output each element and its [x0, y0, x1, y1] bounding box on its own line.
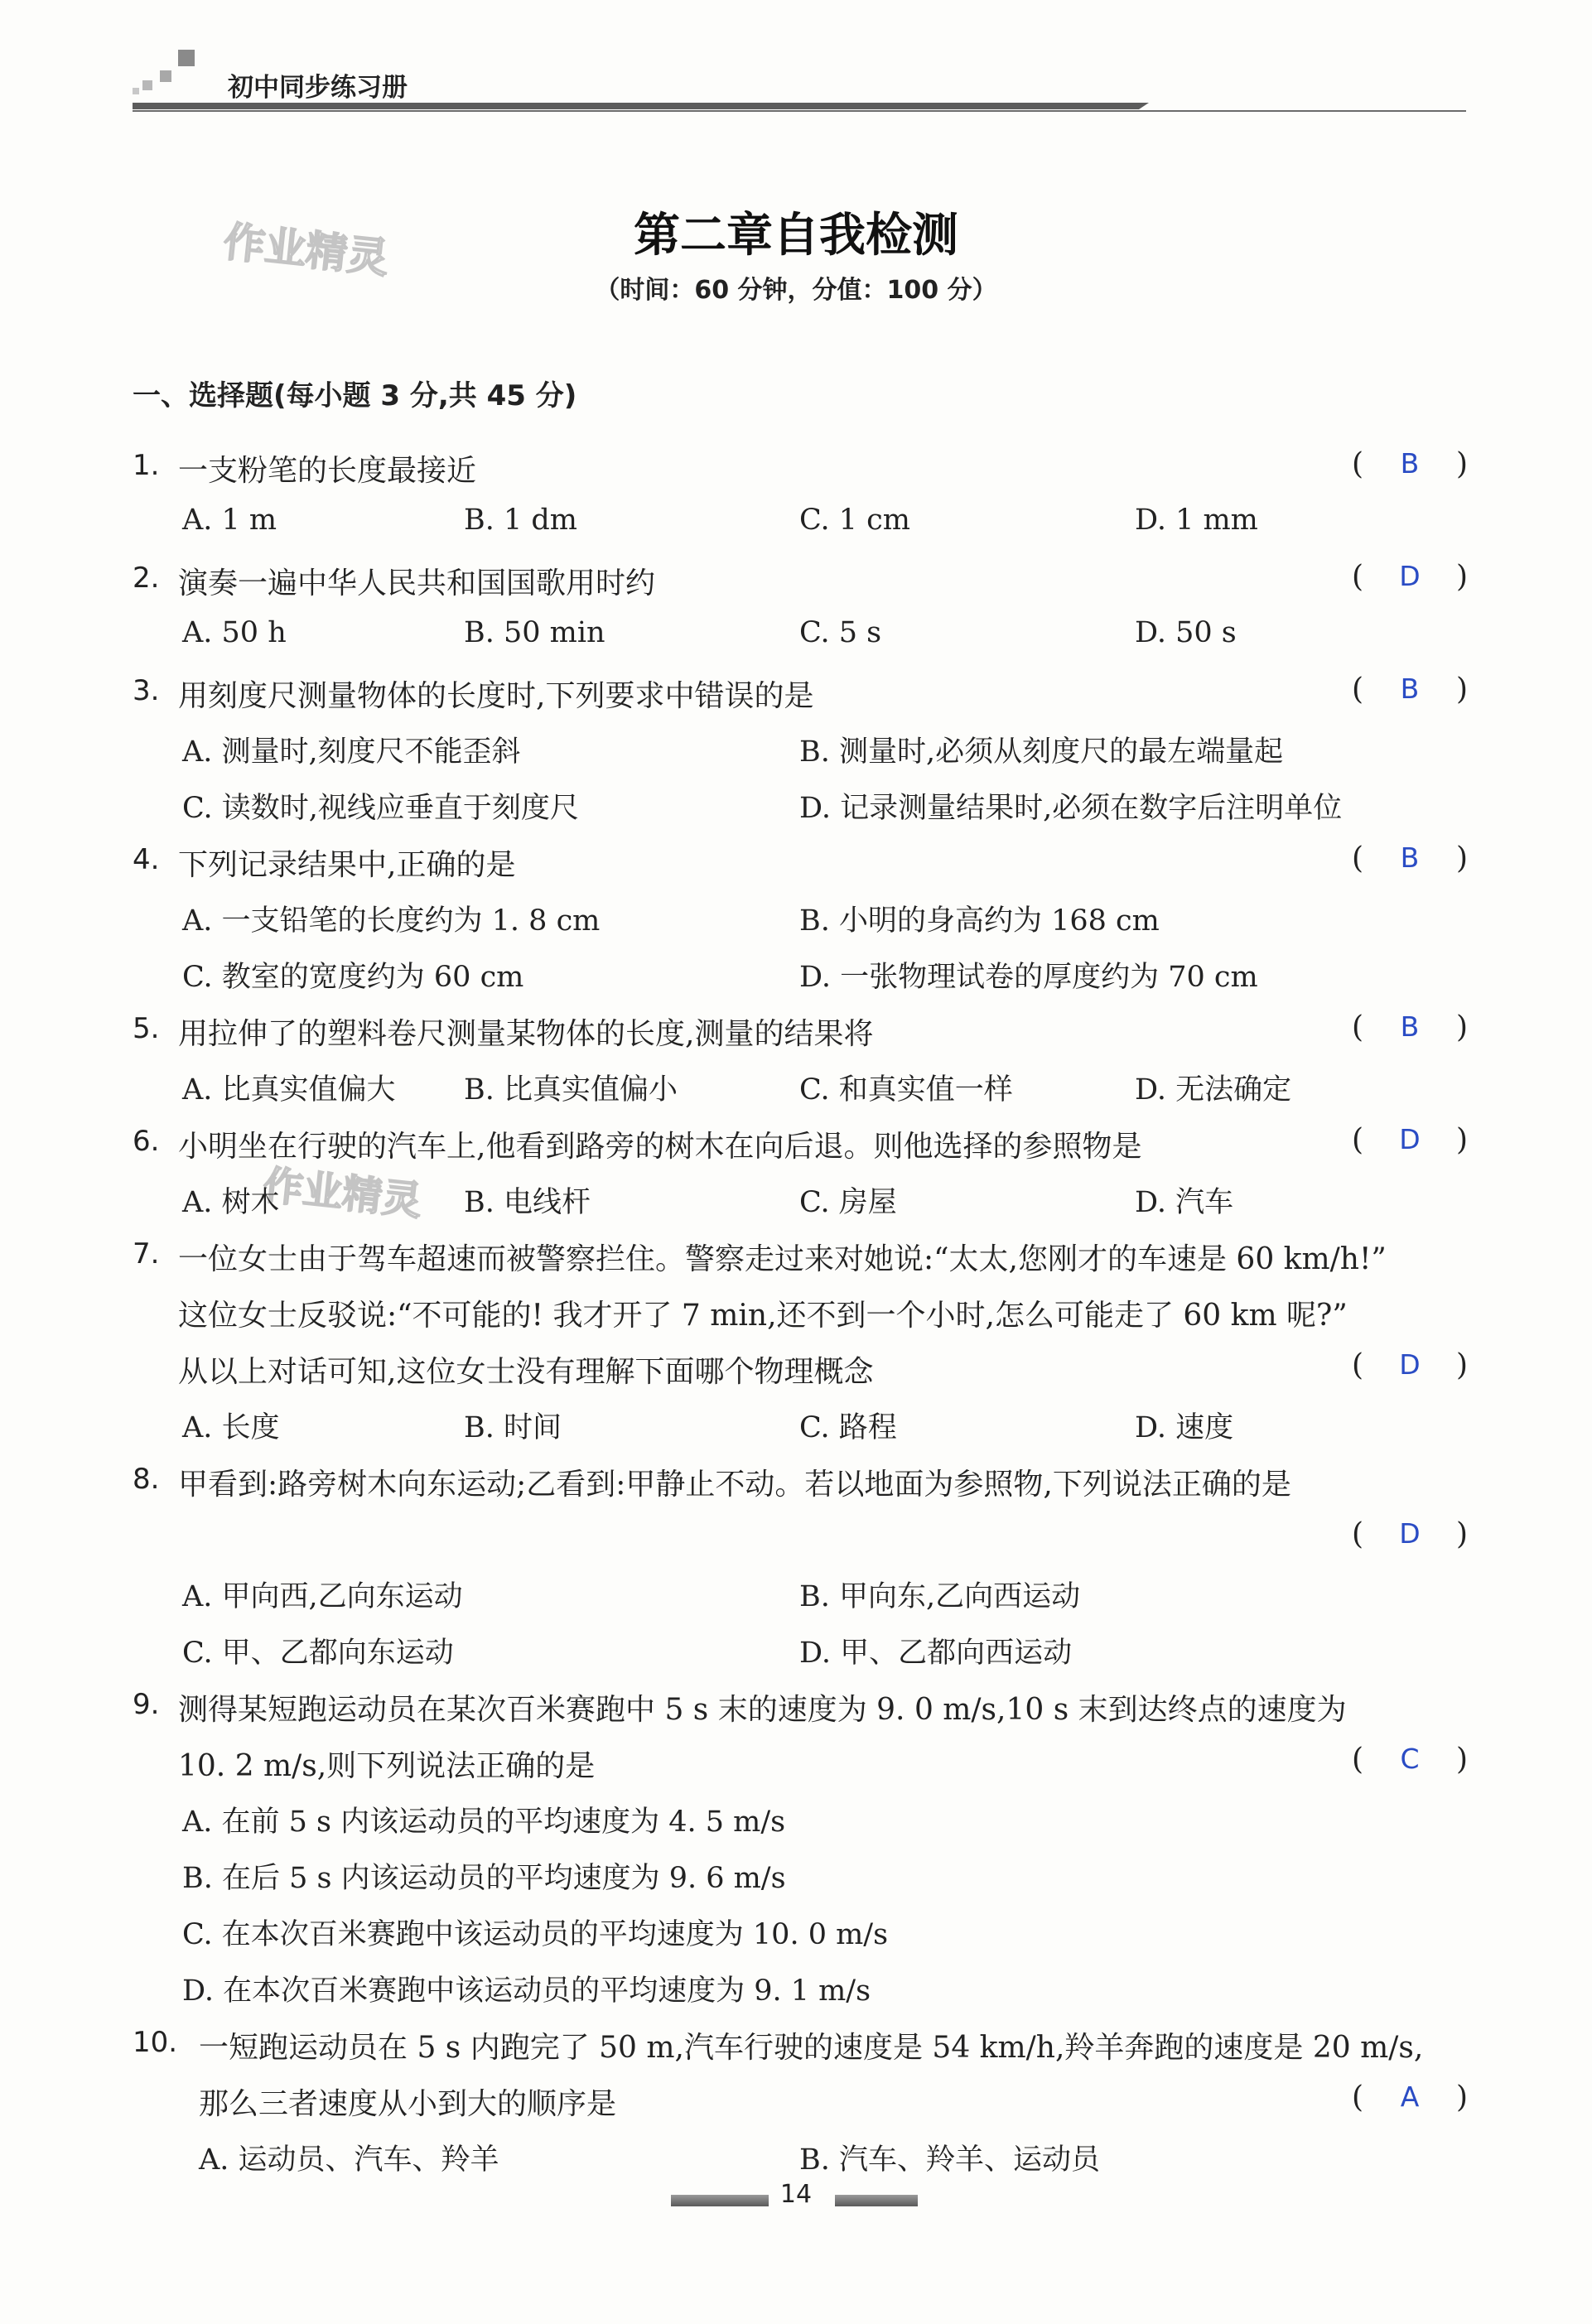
answer-option: A. 甲向西,乙向东运动 — [182, 1580, 463, 1613]
question-number: 4. — [133, 843, 160, 876]
header-rule — [133, 103, 1466, 111]
question-number: 5. — [133, 1012, 160, 1045]
answer-choice: D — [1399, 1348, 1421, 1381]
question-text: 演奏一遍中华人民共和国国歌用时约 — [178, 567, 656, 600]
answer-option: B. 甲向东,乙向西运动 — [799, 1580, 1081, 1613]
question-text: 这位女士反驳说:“不可能的! 我才开了 7 min,还不到一个小时,怎么可能走了 60 km 呢?” — [178, 1299, 1348, 1333]
answer-choice: D — [1399, 560, 1421, 592]
question-text: 用拉伸了的塑料卷尺测量某物体的长度,测量的结果将 — [178, 1017, 874, 1051]
answer-option: A. 1 m — [182, 504, 277, 537]
question-text: 那么三者速度从小到大的顺序是 — [199, 2087, 617, 2121]
question-text: 甲看到:路旁树木向东运动;乙看到:甲静止不动。若以地面为参照物,下列说法正确的是 — [178, 1468, 1291, 1502]
answer-bracket: ( D ) — [1352, 1517, 1468, 1551]
answer-option: A. 一支铅笔的长度约为 1. 8 cm — [182, 904, 601, 938]
answer-choice: A — [1400, 2081, 1420, 2113]
answer-option: C. 5 s — [799, 616, 882, 649]
question-number: 2. — [133, 562, 160, 595]
answer-option: D. 在本次百米赛跑中该运动员的平均速度为 9. 1 m/s — [182, 1974, 871, 2008]
answer-bracket: ( D ) — [1352, 560, 1468, 594]
answer-option: D. 甲、乙都向西运动 — [799, 1637, 1073, 1670]
question-number: 8. — [133, 1463, 160, 1496]
answer-option: A. 在前 5 s 内该运动员的平均速度为 4. 5 m/s — [182, 1806, 786, 1839]
answer-option: C. 教室的宽度约为 60 cm — [182, 961, 524, 994]
question-text: 一位女士由于驾车超速而被警察拦住。警察走过来对她说:“太太,您刚才的车速是 60 km/h!” — [178, 1242, 1387, 1276]
answer-choice: B — [1400, 447, 1420, 480]
answer-option: B. 在后 5 s 内该运动员的平均速度为 9. 6 m/s — [182, 1862, 786, 1895]
answer-choice: C — [1400, 1743, 1420, 1775]
answer-option: D. 无法确定 — [1135, 1073, 1292, 1107]
page-number: 14 — [779, 2180, 813, 2209]
answer-option: C. 和真实值一样 — [799, 1073, 1013, 1107]
page-subtitle: （时间：60 分钟，分值：100 分） — [595, 276, 997, 305]
answer-option: D. 汽车 — [1135, 1186, 1234, 1219]
question-text: 一支粉笔的长度最接近 — [178, 454, 477, 488]
watermark: 作业精灵 — [261, 1162, 424, 1225]
answer-choice: B — [1400, 841, 1420, 874]
answer-bracket: ( B ) — [1352, 673, 1468, 706]
answer-option: B. 电线杆 — [464, 1186, 591, 1219]
header-title: 初中同步练习册 — [228, 73, 408, 103]
question-text: 从以上对话可知,这位女士没有理解下面哪个物理概念 — [178, 1355, 874, 1389]
answer-option: A. 测量时,刻度尺不能歪斜 — [182, 735, 521, 769]
answer-option: A. 50 h — [182, 616, 287, 649]
question-text: 下列记录结果中,正确的是 — [178, 848, 516, 882]
question-number: 6. — [133, 1125, 160, 1158]
section-heading: 一、选择题(每小题 3 分,共 45 分) — [133, 379, 577, 412]
answer-option: D. 50 s — [1135, 616, 1237, 649]
answer-option: B. 时间 — [464, 1411, 562, 1444]
answer-bracket: ( D ) — [1352, 1123, 1468, 1157]
answer-option: C. 甲、乙都向东运动 — [182, 1637, 454, 1670]
answer-option: A. 比真实值偏大 — [182, 1073, 396, 1107]
answer-choice: B — [1400, 1010, 1420, 1043]
answer-option: B. 1 dm — [464, 504, 577, 537]
question-number: 9. — [133, 1688, 160, 1721]
question-text: 小明坐在行驶的汽车上,他看到路旁的树木在向后退。则他选择的参照物是 — [178, 1130, 1142, 1164]
answer-bracket: ( D ) — [1352, 1348, 1468, 1382]
answer-choice: D — [1399, 1123, 1421, 1155]
answer-option: A. 运动员、汽车、羚羊 — [199, 2143, 499, 2177]
answer-option: D. 一张物理试卷的厚度约为 70 cm — [799, 961, 1258, 994]
question-text: 10. 2 m/s,则下列说法正确的是 — [178, 1749, 596, 1783]
answer-bracket: ( B ) — [1352, 841, 1468, 875]
answer-option: C. 读数时,视线应垂直于刻度尺 — [182, 792, 579, 825]
question-number: 10. — [133, 2026, 178, 2059]
answer-bracket: ( B ) — [1352, 1010, 1468, 1044]
question-number: 3. — [133, 674, 160, 707]
question-text: 测得某短跑运动员在某次百米赛跑中 5 s 末的速度为 9. 0 m/s,10 s 末到达终点的速度为 — [178, 1693, 1347, 1727]
answer-bracket: ( A ) — [1352, 2081, 1468, 2114]
answer-choice: B — [1400, 673, 1420, 705]
question-text: 用刻度尺测量物体的长度时,下列要求中错误的是 — [178, 679, 814, 713]
answer-option: B. 小明的身高约为 168 cm — [799, 904, 1160, 938]
question-number: 7. — [133, 1237, 160, 1270]
answer-option: B. 测量时,必须从刻度尺的最左端量起 — [799, 735, 1284, 769]
answer-option: D. 1 mm — [1135, 504, 1258, 537]
answer-choice: D — [1399, 1517, 1421, 1550]
answer-option: C. 在本次百米赛跑中该运动员的平均速度为 10. 0 m/s — [182, 1918, 889, 1951]
answer-option: C. 房屋 — [799, 1186, 897, 1219]
answer-option: D. 速度 — [1135, 1411, 1234, 1444]
watermark: 作业精灵 — [221, 217, 392, 283]
answer-bracket: ( B ) — [1352, 447, 1468, 481]
answer-bracket: ( C ) — [1352, 1743, 1468, 1777]
answer-option: B. 汽车、羚羊、运动员 — [799, 2143, 1100, 2177]
answer-option: C. 1 cm — [799, 504, 910, 537]
answer-option: A. 长度 — [182, 1411, 280, 1444]
answer-option: D. 记录测量结果时,必须在数字后注明单位 — [799, 792, 1343, 825]
question-number: 1. — [133, 449, 160, 482]
answer-option: C. 路程 — [799, 1411, 897, 1444]
answer-option: A. 树木 — [182, 1186, 280, 1219]
answer-option: B. 比真实值偏小 — [464, 1073, 678, 1107]
question-text: 一短跑运动员在 5 s 内跑完了 50 m,汽车行驶的速度是 54 km/h,羚羊奔跑的速度是 20 m/s, — [199, 2031, 1424, 2065]
page-title: 第二章自我检测 — [634, 209, 958, 263]
header-decoration — [133, 50, 199, 99]
answer-option: B. 50 min — [464, 616, 605, 649]
